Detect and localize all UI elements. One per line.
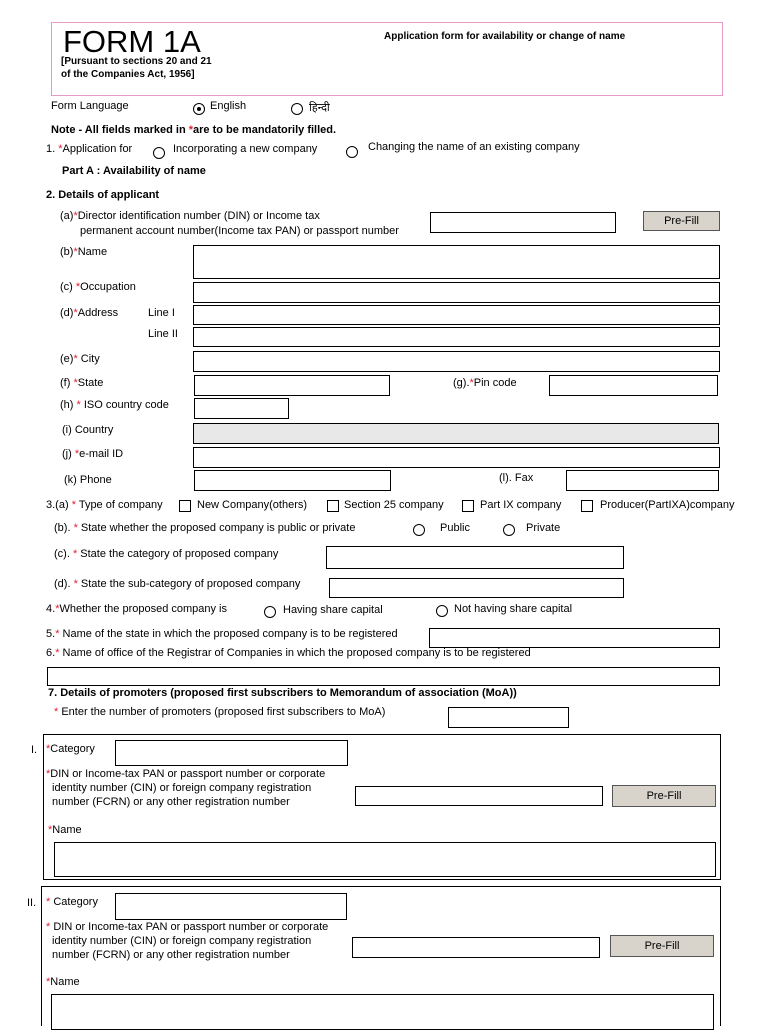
din-input[interactable]	[430, 212, 616, 233]
fax-label: (l). Fax	[499, 472, 534, 484]
not-having-share-capital-radio[interactable]	[436, 605, 448, 617]
promoter-2-category-input[interactable]	[115, 893, 347, 920]
din-label-2: permanent account number(Income tax PAN) or passport number	[80, 225, 399, 237]
promoter-2-category-label: * Category	[46, 896, 98, 908]
section25-label: Section 25 company	[344, 499, 444, 511]
promoter-count-input[interactable]	[448, 707, 569, 728]
promoter-1-name-input[interactable]	[54, 842, 716, 877]
subcategory-input[interactable]	[329, 578, 624, 598]
form-subtitle-1: [Pursuant to sections 20 and 21	[61, 56, 212, 67]
private-radio[interactable]	[503, 524, 515, 536]
phone-input[interactable]	[194, 470, 391, 491]
promoter-2-name-input[interactable]	[51, 994, 714, 1030]
producer-label: Producer(PartIXA)company	[600, 499, 735, 511]
promoter-2-din-label: * DIN or Income-tax PAN or passport number or corporate	[46, 921, 329, 933]
state-input[interactable]	[194, 375, 390, 396]
public-radio[interactable]	[413, 524, 425, 536]
mandatory-note: Note - All fields marked in *are to be mandatorily filled.	[51, 124, 337, 136]
email-input[interactable]	[193, 447, 720, 468]
country-input	[193, 423, 719, 444]
pincode-input[interactable]	[549, 375, 718, 396]
part-ix-label: Part IX company	[480, 499, 562, 511]
promoter-1-din-label-2: identity number (CIN) or foreign company registration	[52, 782, 312, 794]
promoter-1-category-label: *Category	[46, 743, 95, 755]
changing-name-label: Changing the name of an existing company	[368, 141, 580, 153]
iso-code-input[interactable]	[194, 398, 289, 419]
state-registered-input[interactable]	[429, 628, 720, 648]
fax-input[interactable]	[566, 470, 719, 491]
roc-office-label: 6.* Name of office of the Registrar of Companies in which the proposed company is to be registered	[46, 647, 531, 659]
public-label: Public	[440, 522, 470, 534]
incorporating-label: Incorporating a new company	[173, 143, 318, 155]
form-description: Application form for availability or change of name	[384, 31, 626, 42]
din-label: (a)*Director identification number (DIN) or Income tax	[60, 210, 320, 222]
category-label: (c). * State the category of proposed company	[54, 548, 279, 560]
roc-office-input[interactable]	[47, 667, 720, 686]
new-company-label: New Company(others)	[197, 499, 308, 511]
phone-label: (k) Phone	[64, 474, 112, 486]
email-label: (j) *e-mail ID	[62, 448, 124, 460]
promoter-count-label: * Enter the number of promoters (proposed first subscribers to MoA)	[54, 706, 386, 718]
changing-name-radio[interactable]	[346, 146, 358, 158]
subcategory-label: (d). * State the sub-category of proposed company	[54, 578, 301, 590]
promoter-2-din-input[interactable]	[352, 937, 600, 958]
name-input[interactable]	[193, 245, 720, 279]
promoter-2-number: II.	[27, 897, 37, 909]
iso-code-label: (h) * ISO country code	[60, 399, 169, 411]
incorporating-radio[interactable]	[153, 147, 165, 159]
promoter-2-din-label-3: number (FCRN) or any other registration number	[52, 949, 290, 961]
promoter-2-din-label-2: identity number (CIN) or foreign company registration	[52, 935, 312, 947]
promoter-2-prefill-button[interactable]: Pre-Fill	[610, 935, 714, 957]
share-capital-label: 4.*Whether the proposed company is	[46, 603, 228, 615]
promoter-1-din-label-3: number (FCRN) or any other registration number	[52, 796, 290, 808]
country-label: (i) Country	[62, 424, 114, 436]
english-radio[interactable]	[193, 103, 205, 115]
city-input[interactable]	[193, 351, 720, 372]
part-a-title: Part A : Availability of name	[62, 165, 206, 177]
state-registered-label: 5.* Name of the state in which the proposed company is to be registered	[46, 628, 398, 640]
prefill-button[interactable]: Pre-Fill	[643, 211, 720, 231]
promoter-2-name-label: *Name	[46, 976, 80, 988]
new-company-checkbox[interactable]	[179, 500, 191, 512]
category-input[interactable]	[326, 546, 624, 569]
english-label: English	[210, 100, 247, 112]
occupation-label: (c) *Occupation	[60, 281, 136, 293]
public-private-label: (b). * State whether the proposed company is public or private	[54, 522, 356, 534]
promoter-1-number: I.	[31, 744, 38, 756]
promoter-1-prefill-button[interactable]: Pre-Fill	[612, 785, 716, 807]
promoter-1-name-label: *Name	[48, 824, 82, 836]
producer-checkbox[interactable]	[581, 500, 593, 512]
part-ix-checkbox[interactable]	[462, 500, 474, 512]
city-label: (e)* City	[60, 353, 100, 365]
pincode-label: (g).*Pin code	[453, 377, 517, 389]
hindi-radio[interactable]	[291, 103, 303, 115]
form-language-label: Form Language	[51, 100, 129, 112]
having-share-capital-label: Having share capital	[283, 604, 383, 616]
state-label: (f) *State	[60, 377, 104, 389]
section-7-title: 7. Details of promoters (proposed first subscribers to Memorandum of association (MoA))	[48, 687, 517, 699]
occupation-input[interactable]	[193, 282, 720, 303]
address-line2-input[interactable]	[193, 327, 720, 347]
form-title: FORM 1A	[63, 24, 201, 59]
private-label: Private	[526, 522, 561, 534]
promoter-1-din-label: *DIN or Income-tax PAN or passport number or corporate	[46, 768, 326, 780]
promoter-1-category-input[interactable]	[115, 740, 348, 766]
section-2-title: 2. Details of applicant	[46, 189, 160, 201]
address-line1-label: Line I	[148, 307, 175, 319]
address-line1-input[interactable]	[193, 305, 720, 325]
address-line2-label: Line II	[148, 328, 178, 340]
hindi-label: हिन्दी	[309, 102, 330, 114]
section25-checkbox[interactable]	[327, 500, 339, 512]
q1-label: 1. *Application for	[46, 143, 133, 155]
name-label: (b)*Name	[60, 246, 108, 258]
form-subtitle-2: of the Companies Act, 1956]	[61, 69, 195, 80]
promoter-1-din-input[interactable]	[355, 786, 603, 806]
company-type-label: 3.(a) * Type of company	[46, 499, 163, 511]
address-label: (d)*Address	[60, 307, 119, 319]
having-share-capital-radio[interactable]	[264, 606, 276, 618]
not-having-share-capital-label: Not having share capital	[454, 603, 573, 615]
